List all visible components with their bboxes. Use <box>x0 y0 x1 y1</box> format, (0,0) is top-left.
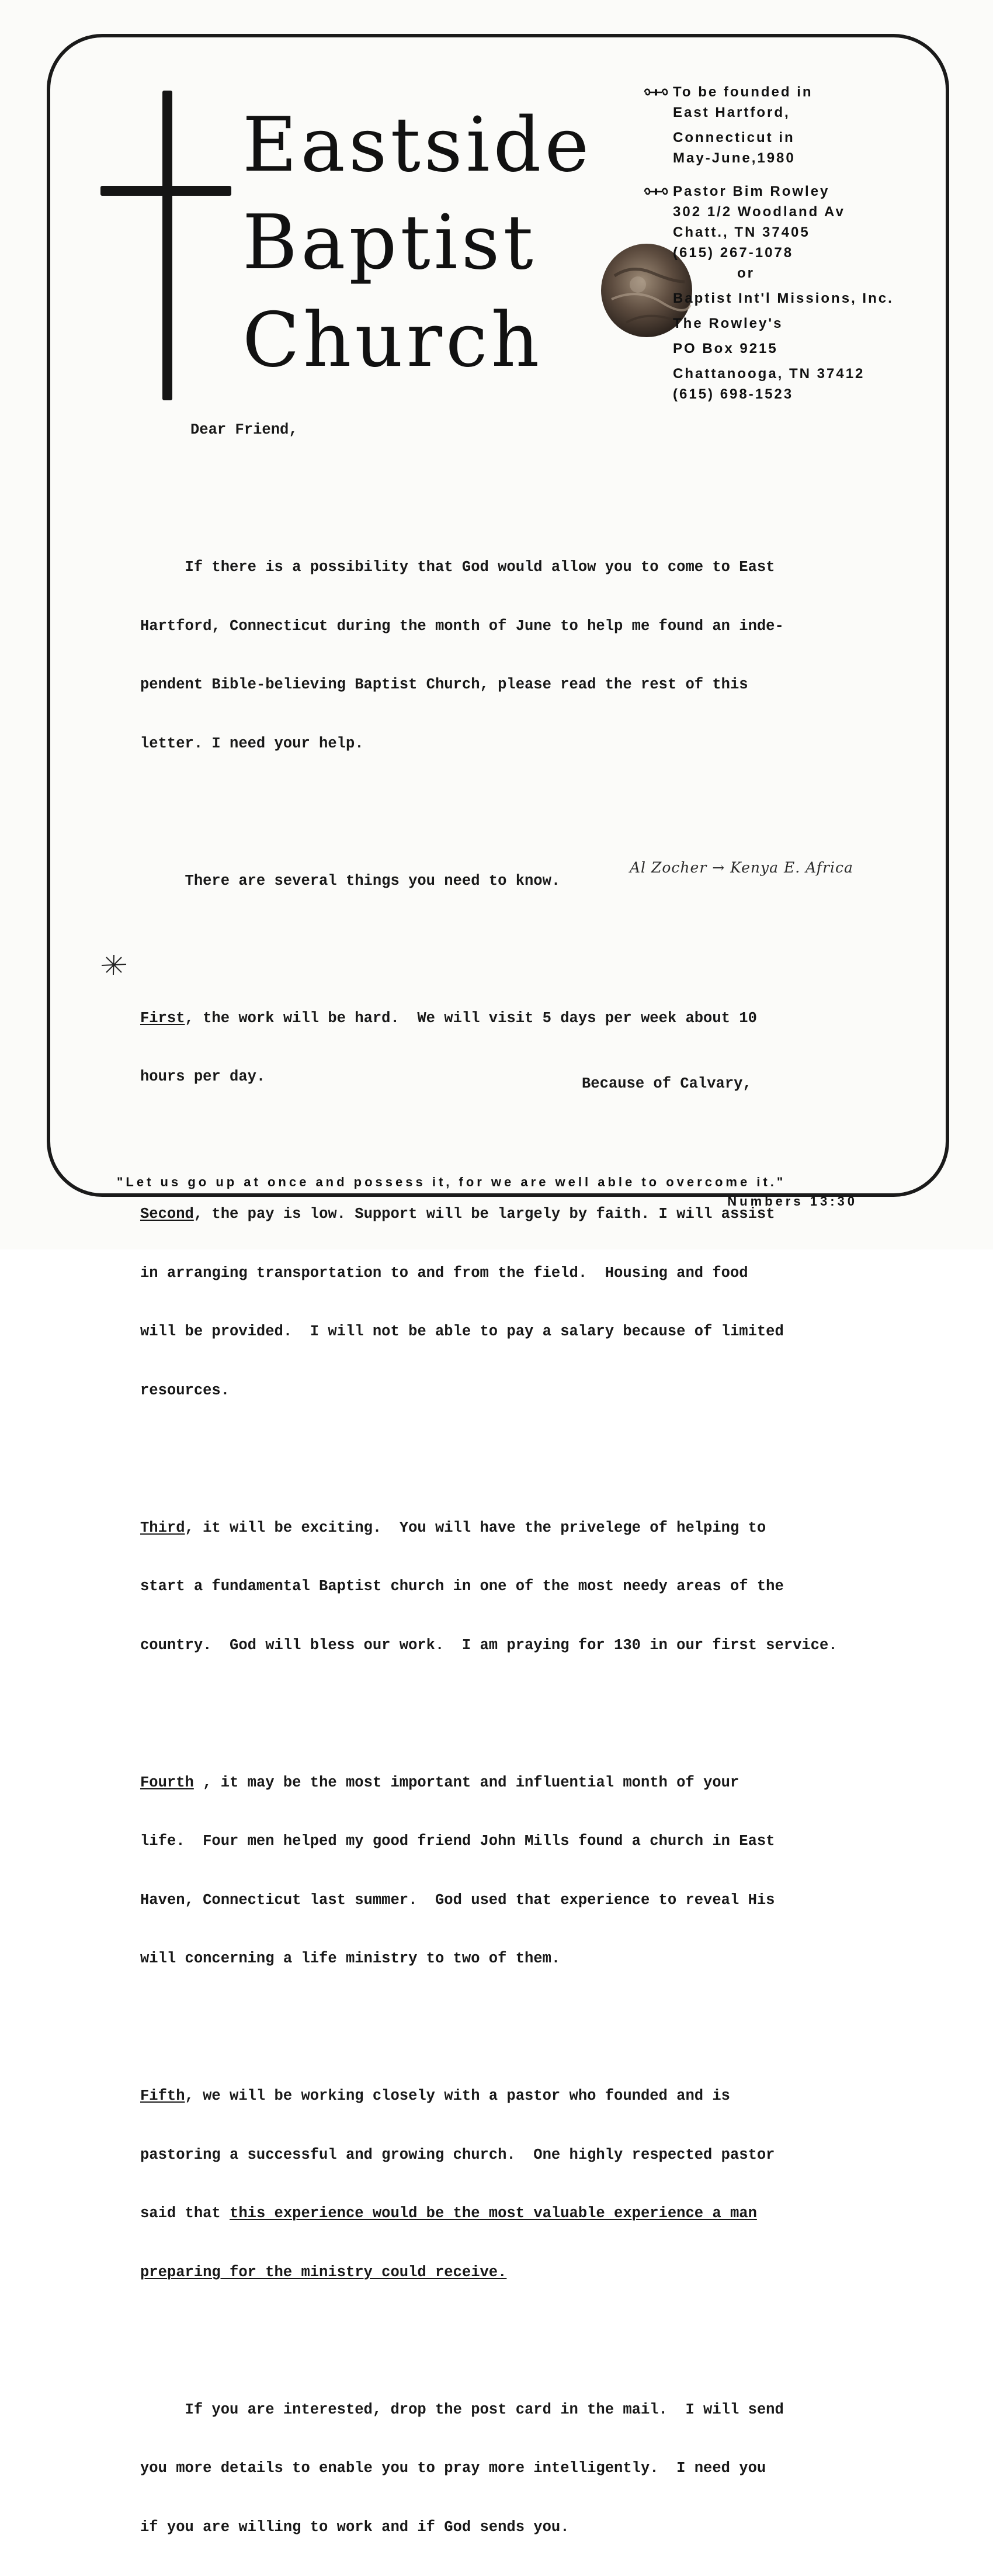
founding-block <box>673 82 947 168</box>
letter-body <box>140 381 917 2576</box>
cross-icon <box>162 91 172 400</box>
point-text: , it may be the most important and influential month of your <box>193 1774 739 1791</box>
point-text: , we will be working closely with a pastor who founded and is <box>185 2087 730 2104</box>
footer-quote: "Let us go up at once and possess it, for we are well able to overcome it." <box>117 1175 786 1189</box>
point-text: , the work will be hard. We will visit 5 days per week about 10 <box>185 1009 757 1027</box>
contact-sidebar <box>673 82 947 404</box>
body-line: There are several things you need to know. <box>140 872 561 889</box>
point-first-line <box>140 1518 917 1538</box>
body-line: country. God will bless our work. I am praying for 130 in our first service. <box>140 1636 838 1654</box>
point-label: Third <box>140 1519 185 1536</box>
closing: Because of Calvary, <box>582 1075 752 1092</box>
point-text: , it will be exciting. You will have the privelege of helping to <box>185 1519 766 1536</box>
point-label: Fourth <box>140 1774 194 1791</box>
mission-line: (615) 698-1523 <box>673 386 794 402</box>
body-line: Hartford, Connecticut during the month of June to help me found an inde- <box>140 617 784 635</box>
church-name <box>242 96 592 389</box>
founding-line: To be founded in <box>673 84 813 100</box>
ornament-icon <box>644 186 668 198</box>
mission-line: Chattanooga, TN 37412 <box>673 366 865 382</box>
mission-line: The Rowley's <box>673 316 783 331</box>
point-label: First <box>140 1009 185 1027</box>
body-line: in arranging transportation to and from the field. Housing and food <box>140 1264 748 1282</box>
church-name-line: Eastside <box>242 102 593 189</box>
or-label: or <box>737 265 755 281</box>
point-label: Fifth <box>140 2087 185 2104</box>
founding-line: Connecticut in <box>673 130 795 146</box>
handwritten-note: Al Zocher → Kenya E. Africa <box>630 859 853 876</box>
body-line: you more details to enable you to pray more intelligently. I need you <box>140 2460 766 2477</box>
body-line: will concerning a life ministry to two of them. <box>140 1950 561 1967</box>
body-line: pastoring a successful and growing church. One highly respected pastor <box>140 2146 775 2163</box>
body-line: Haven, Connecticut last summer. God used that experience to reveal His <box>140 1891 775 1909</box>
point-first-line <box>140 2086 917 2106</box>
body-line: life. Four men helped my good friend John Mills found a church in East <box>140 1833 775 1850</box>
body-line <box>140 2263 917 2283</box>
church-name-line: Church <box>242 297 543 384</box>
point-first-line <box>140 1009 917 1029</box>
point-text: , the pay is low. Support will be largely by faith. I will assist <box>193 1206 775 1223</box>
said-prefix: said that <box>140 2205 230 2222</box>
body-line: If you are interested, drop the post card in the mail. I will send <box>140 2401 784 2418</box>
body-line: hours per day. <box>140 1068 266 1085</box>
church-name-line: Baptist <box>242 199 537 286</box>
cross-icon-bar <box>100 186 231 196</box>
handwritten-underline-text: this experience would be the most valuable experience a man <box>230 2205 757 2222</box>
pastor-line: 302 1/2 Woodland Av <box>673 204 845 220</box>
ornament-icon <box>644 86 668 98</box>
body-line: will be provided. I will not be able to pay a salary because of limited <box>140 1323 784 1340</box>
mission-line: PO Box 9215 <box>673 341 778 356</box>
founding-line: East Hartford, <box>673 105 790 120</box>
pastor-line: Pastor Bim Rowley <box>673 183 830 199</box>
body-line: letter. I need your help. <box>140 735 364 752</box>
body-line: resources. <box>140 1382 230 1399</box>
point-label: Second <box>140 1206 194 1223</box>
pastor-block <box>673 181 947 283</box>
pastor-line: (615) 267-1078 <box>673 245 794 261</box>
body-line: pendent Bible-believing Baptist Church, please read the rest of this <box>140 676 748 693</box>
point-first-line <box>140 1773 917 1793</box>
handwritten-star-icon <box>98 953 130 977</box>
body-line: if you are willing to work and if God sends you. <box>140 2518 570 2536</box>
mission-line: Baptist Int'l Missions, Inc. <box>673 290 894 306</box>
body-line <box>140 2204 917 2224</box>
body-line: start a fundamental Baptist church in one of the most needy areas of the <box>140 1578 784 1595</box>
pastor-line: Chatt., TN 37405 <box>673 224 810 240</box>
footer-reference: Numbers 13:30 <box>727 1194 857 1209</box>
handwritten-underline-text: preparing for the ministry could receive. <box>140 2263 507 2281</box>
salutation: Dear Friend, <box>190 421 298 438</box>
body-line: If there is a possibility that God would allow you to come to East <box>140 559 775 576</box>
founding-line: May-June,1980 <box>673 150 796 166</box>
